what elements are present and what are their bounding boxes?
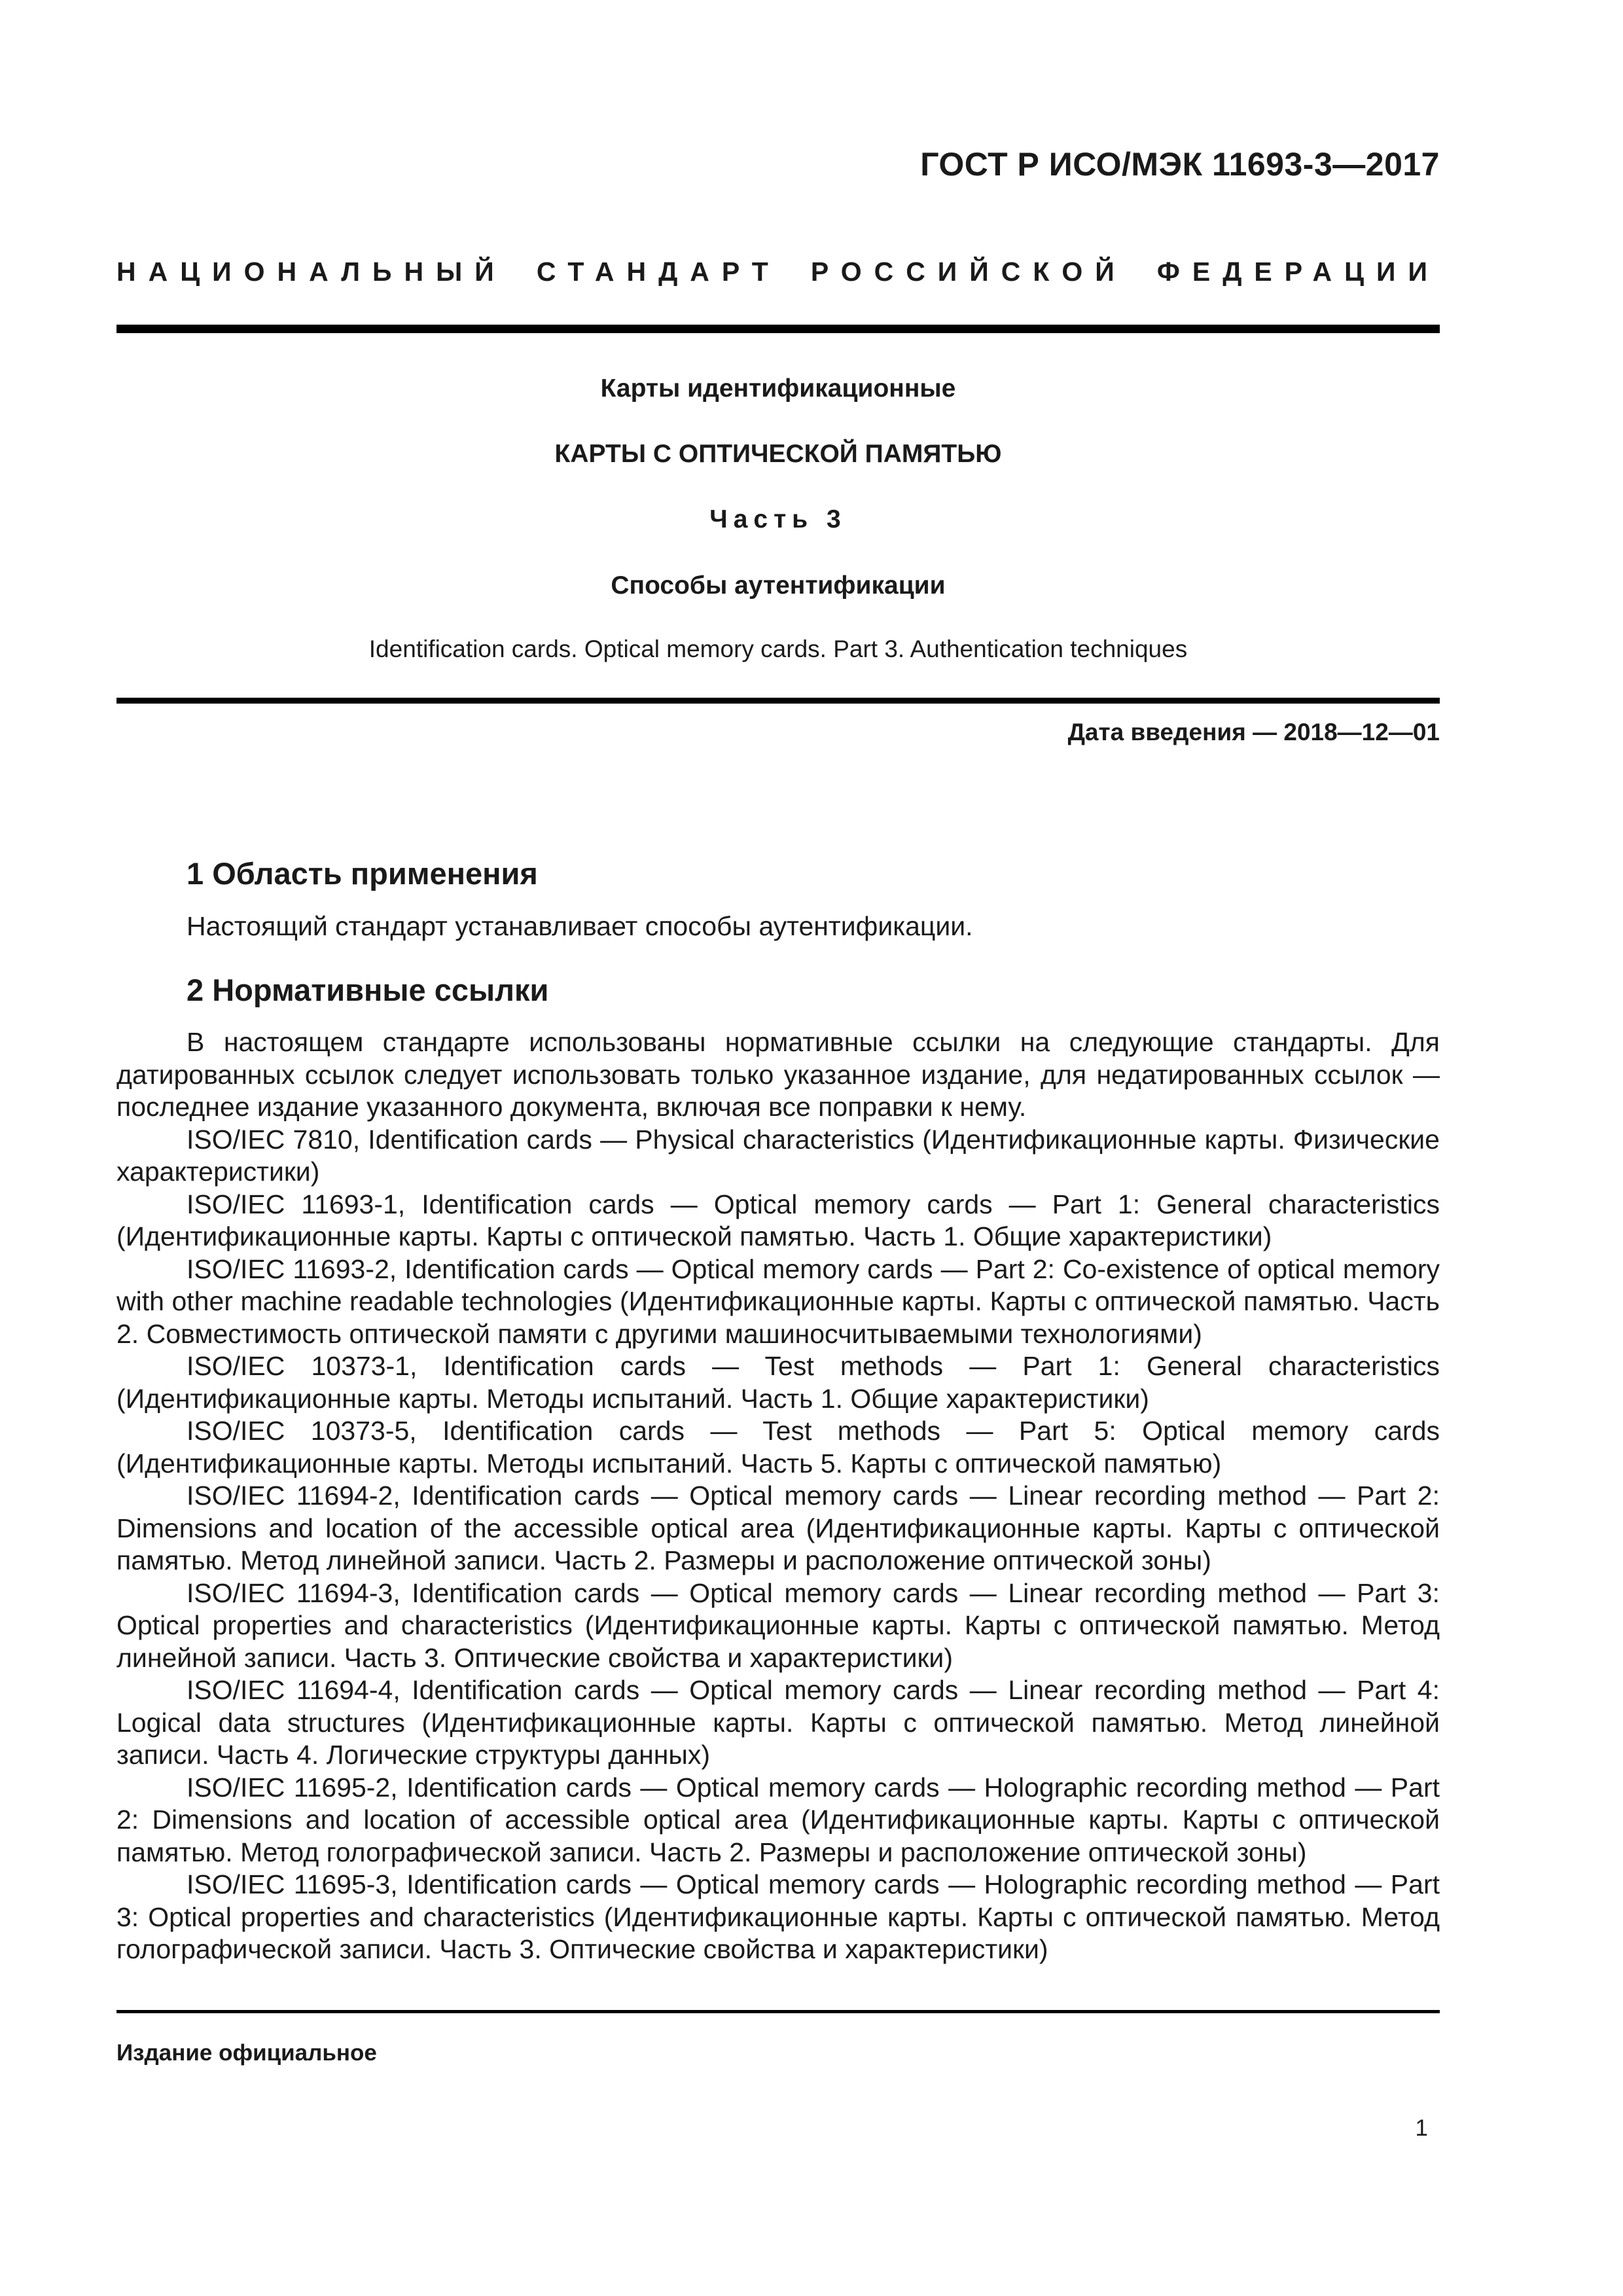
title-line-1: Карты идентификационные xyxy=(600,374,956,403)
normative-references xyxy=(116,1026,1440,1966)
title-english: Identification cards. Optical memory cards. Part 3. Authentication techniques xyxy=(368,636,1188,662)
normative-intro: В настоящем стандарте использованы нормативные ссылки на следующие стандарты. Для датированных ссылок следует использовать только указанное издание, для недатированных ссылок — последнее издание указанного документа, включая все поправки к нему. xyxy=(116,1027,1440,1122)
reference-item: ISO/IEC 11693-1, Identification cards — Optical memory cards — Part 1: General characteristics (Идентификационные карты. Карты с оптической памятью. Часть 1. Общие характеристики) xyxy=(116,1189,1440,1251)
section-1-text: Настоящий стандарт устанавливает способы аутентификации. xyxy=(187,911,973,941)
header-rule xyxy=(116,325,1440,333)
reference-item: ISO/IEC 11695-2, Identification cards — Optical memory cards — Holographic recording method — Part 2: Dimensions and location of accessible optical area (Идентификационные карты. Карты с оптической памятью. Метод голографической записи. Часть 2. Размеры и расположение оптической зоны) xyxy=(116,1772,1440,1867)
reference-item: ISO/IEC 10373-5, Identification cards — Test methods — Part 5: Optical memory cards (Идентификационные карты. Методы испытаний. Часть 5. Карты с оптической памятью) xyxy=(116,1416,1440,1479)
page-number: 1 xyxy=(1415,2115,1428,2141)
effective-date: Дата введения — 2018—12—01 xyxy=(1067,719,1440,745)
reference-item: ISO/IEC 11695-3, Identification cards — Optical memory cards — Holographic recording method — Part 3: Optical properties and characteristics (Идентификационные карты. Карты с оптической памятью. Метод голографической записи. Часть 3. Оптические свойства и характеристики) xyxy=(116,1869,1440,1964)
reference-item: ISO/IEC 7810, Identification cards — Physical characteristics (Идентификационные карты. Физические характеристики) xyxy=(116,1124,1440,1187)
reference-item: ISO/IEC 11693-2, Identification cards — Optical memory cards — Part 2: Co-existence of optical memory with other machine readable technologies (Идентификационные карты. Карты с оптической памятью. Часть 2. Совместимость оптической памяти с другими машиносчитываемыми технологиями) xyxy=(116,1253,1440,1349)
section-2-heading: 2 Нормативные ссылки xyxy=(187,973,549,1007)
reference-item: ISO/IEC 11694-2, Identification cards — Optical memory cards — Linear recording method — Part 2: Dimensions and location of the accessible optical area (Идентификационные карты. Карты с оптической памятью. Метод линейной записи. Часть 2. Размеры и расположение оптической зоны) xyxy=(116,1480,1440,1575)
title-subtitle: Способы аутентификации xyxy=(611,571,946,600)
title-part: Часть 3 xyxy=(709,505,847,533)
footer-rule xyxy=(116,2010,1440,2013)
title-rule xyxy=(116,698,1440,704)
title-line-2: КАРТЫ С ОПТИЧЕСКОЙ ПАМЯТЬЮ xyxy=(554,440,1002,468)
reference-item: ISO/IEC 10373-1, Identification cards — Test methods — Part 1: General characteristics (Идентификационные карты. Методы испытаний. Часть 1. Общие характеристики) xyxy=(116,1351,1440,1414)
standard-designation: ГОСТ Р ИСО/МЭК 11693-3—2017 xyxy=(920,146,1440,183)
reference-item: ISO/IEC 11694-4, Identification cards — Optical memory cards — Linear recording method — Part 4: Logical data structures (Идентификационные карты. Карты с оптической памятью. Метод линейной записи. Часть 4. Логические структуры данных) xyxy=(116,1675,1440,1770)
national-standard-banner: НАЦИОНАЛЬНЫЙ СТАНДАРТ РОССИЙСКОЙ ФЕДЕРАЦИИ xyxy=(116,257,1440,287)
reference-item: ISO/IEC 11694-3, Identification cards — Optical memory cards — Linear recording method — Part 3: Optical properties and characteristics (Идентификационные карты. Карты с оптической памятью. Метод линейной записи. Часть 3. Оптические свойства и характеристики) xyxy=(116,1577,1440,1673)
edition-label: Издание официальное xyxy=(116,2040,377,2066)
section-1-heading: 1 Область применения xyxy=(187,856,538,891)
